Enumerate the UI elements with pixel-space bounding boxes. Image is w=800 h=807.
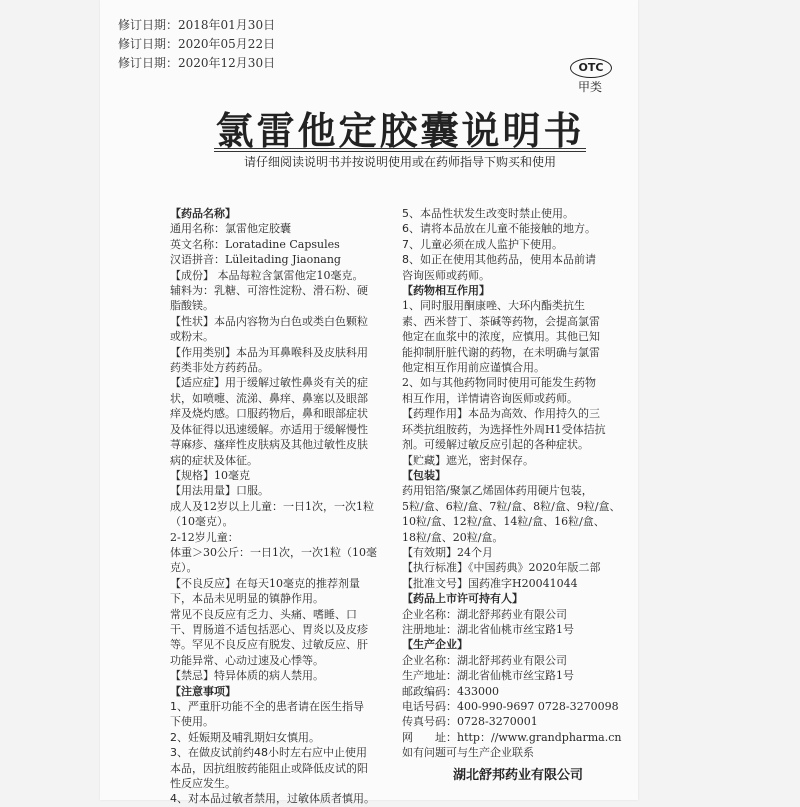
text-line: 生产地址：湖北省仙桃市丝宝路1号 (402, 669, 574, 683)
text-line: 药用铝箔/聚氯乙烯固体药用硬片包装， (402, 484, 593, 498)
text-line: 性反应发生。 (170, 777, 236, 791)
website-line: 网 址：http：//www.grandpharma.cn (402, 730, 622, 744)
text-line: 6、请将本品放在儿童不能接触的地方。 (402, 222, 596, 236)
right-column (402, 206, 638, 761)
text-line: 荨麻疹、瘙痒性皮肤病及其他过敏性皮肤 (170, 438, 368, 452)
text-line: 10粒/盒、12粒/盒、14粒/盒、16粒/盒、 (402, 515, 605, 529)
section-heading: 【包装】 (402, 468, 446, 482)
text-line: 【执行标准】《中国药典》2020年版二部 (402, 561, 601, 575)
text-line: 体重＞30公斤：一日1次，一次1粒（10毫 (170, 545, 377, 559)
text-line: 注册地址：湖北省仙桃市丝宝路1号 (402, 622, 574, 636)
text-line: 汉语拼音：Lüleitading Jiaonang (170, 253, 341, 267)
text-line: 企业名称：湖北舒邦药业有限公司 (402, 653, 567, 667)
text-line: 他定相互作用前应谨慎合用。 (402, 361, 545, 375)
text-line: 【批准文号】国药准字H20041044 (402, 576, 578, 590)
text-line: 【药理作用】本品为高效、作用持久的三 (402, 407, 600, 421)
text-line: 【用法用量】口服。 (170, 484, 269, 498)
text-line: （10毫克）。 (170, 515, 234, 529)
text-line: 脂酸镁。 (170, 299, 214, 313)
text-line: 剂。可缓解过敏反应引起的各种症状。 (402, 438, 589, 452)
revision-date: 修订日期：2020年05月22日 (118, 37, 276, 51)
revision-date: 修订日期：2020年12月30日 (118, 56, 276, 70)
left-column (170, 206, 396, 807)
text-line: 咨询医师或药师。 (402, 268, 490, 282)
text-line: 3、在做皮试前约48小时左右应中止使用 (170, 746, 367, 760)
text-line: 【有效期】24个月 (402, 545, 493, 559)
text-line: 电话号码：400-990-9697 0728-3270098 (402, 700, 619, 713)
text-line: 成人及12岁以上儿童：一日1次，一次1粒 (170, 499, 374, 513)
text-line: 传真号码：0728-3270001 (402, 715, 538, 729)
text-line: 【不良反应】在每天10毫克的推荐剂量 (170, 576, 360, 590)
text-line: 功能异常、心动过速及心悸等。 (170, 653, 324, 667)
text-line: 5、本品性状发生改变时禁止使用。 (402, 207, 574, 220)
text-line: 18粒/盒、20粒/盒。 (402, 530, 504, 544)
text-line: 7、儿童必须在成人监护下使用。 (402, 237, 563, 251)
text-line: 【成份】 本品每粒含氯雷他定10毫克。 (170, 268, 364, 282)
text-line: 药类非处方药药品。 (170, 361, 269, 375)
otc-badge: OTC (570, 58, 612, 78)
text-line: 通用名称：氯雷他定胶囊 (170, 222, 291, 236)
text-line: 【禁忌】特异体质的病人禁用。 (170, 669, 324, 683)
document-title: 氯雷他定胶囊说明书 (215, 108, 585, 153)
text-line: 辅料为：乳糖、可溶性淀粉、滑石粉、硬 (170, 284, 368, 298)
revision-dates (118, 16, 275, 73)
text-line: 2、如与其他药物同时使用可能发生药物 (402, 376, 596, 390)
text-line: 企业名称：湖北舒邦药业有限公司 (402, 607, 567, 621)
section-heading: 【生产企业】 (402, 638, 468, 652)
text-line: 如有问题可与生产企业联系 (402, 746, 534, 760)
text-line: 英文名称：Loratadine Capsules (170, 237, 340, 251)
text-line: 干、胃肠道不适包括恶心、胃炎以及皮疹 (170, 622, 368, 636)
text-line: 素、西米替丁、茶碱等药物，会提高氯雷 (402, 314, 600, 328)
text-line: 能抑制肝脏代谢的药物，在未明确与氯雷 (402, 345, 600, 359)
text-line: 4、对本品过敏者禁用，过敏体质者慎用。 (170, 792, 375, 806)
text-line: 1、严重肝功能不全的患者请在医生指导 (170, 700, 364, 713)
text-line: 【适应症】用于缓解过敏性鼻炎有关的症 (170, 376, 368, 390)
section-heading: 【药物相互作用】 (402, 284, 490, 298)
title-divider (214, 148, 586, 149)
text-line: 1、同时服用酮康唑、大环内酯类抗生 (402, 299, 585, 313)
section-heading: 【药品名称】 (170, 207, 236, 220)
revision-date: 修订日期：2018年01月30日 (118, 18, 276, 32)
text-line: 5粒/盒、6粒/盒、7粒/盒、8粒/盒、9粒/盒、 (402, 499, 621, 513)
text-line: 常见不良反应有乏力、头痛、嗜睡、口 (170, 607, 357, 621)
text-line: 克）。 (170, 561, 198, 575)
footer-company: 湖北舒邦药业有限公司 (453, 768, 584, 783)
text-line: 病的症状及体征。 (170, 453, 258, 467)
text-line: 2-12岁儿童： (170, 530, 239, 544)
text-line: 邮政编码：433000 (402, 684, 499, 698)
text-line: 及体征得以迅速缓解。亦适用于缓解慢性 (170, 422, 368, 436)
text-line: 状，如喷嚏、流涕、鼻痒、鼻塞以及眼部 (170, 391, 368, 405)
text-line: 痒及烧灼感。口服药物后，鼻和眼部症状 (170, 407, 368, 421)
text-line: 【规格】10毫克 (170, 468, 250, 482)
text-line: 本品，因抗组胺药能阻止或降低皮试的阳 (170, 761, 368, 775)
text-line: 2、妊娠期及哺乳期妇女慎用。 (170, 730, 320, 744)
document-subtitle: 请仔细阅读说明书并按说明使用或在药师指导下购买和使用 (243, 155, 556, 169)
text-line: 或粉末。 (170, 330, 214, 344)
text-line: 相互作用，详情请咨询医师或药师。 (402, 391, 578, 405)
otc-class-label: 甲类 (578, 80, 603, 94)
text-line: 8、如正在使用其他药品，使用本品前请 (402, 253, 596, 267)
text-line: 【性状】本品内容物为白色或类白色颗粒 (170, 314, 368, 328)
text-line: 【作用类别】本品为耳鼻喉科及皮肤科用 (170, 345, 368, 359)
section-heading: 【药品上市许可持有人】 (402, 592, 523, 606)
text-line: 下，本品未见明显的镇静作用。 (170, 592, 324, 606)
text-line: 他定在血浆中的浓度，应慎用。其他已知 (402, 330, 600, 344)
title-divider (214, 151, 586, 152)
text-line: 环类抗组胺药，为选择性外周H1受体拮抗 (402, 422, 606, 436)
text-line: 【贮藏】遮光，密封保存。 (402, 453, 534, 467)
section-heading: 【注意事项】 (170, 684, 236, 698)
text-line: 下使用。 (170, 715, 214, 729)
text-line: 等。罕见不良反应有脱发、过敏反应、肝 (170, 638, 368, 652)
